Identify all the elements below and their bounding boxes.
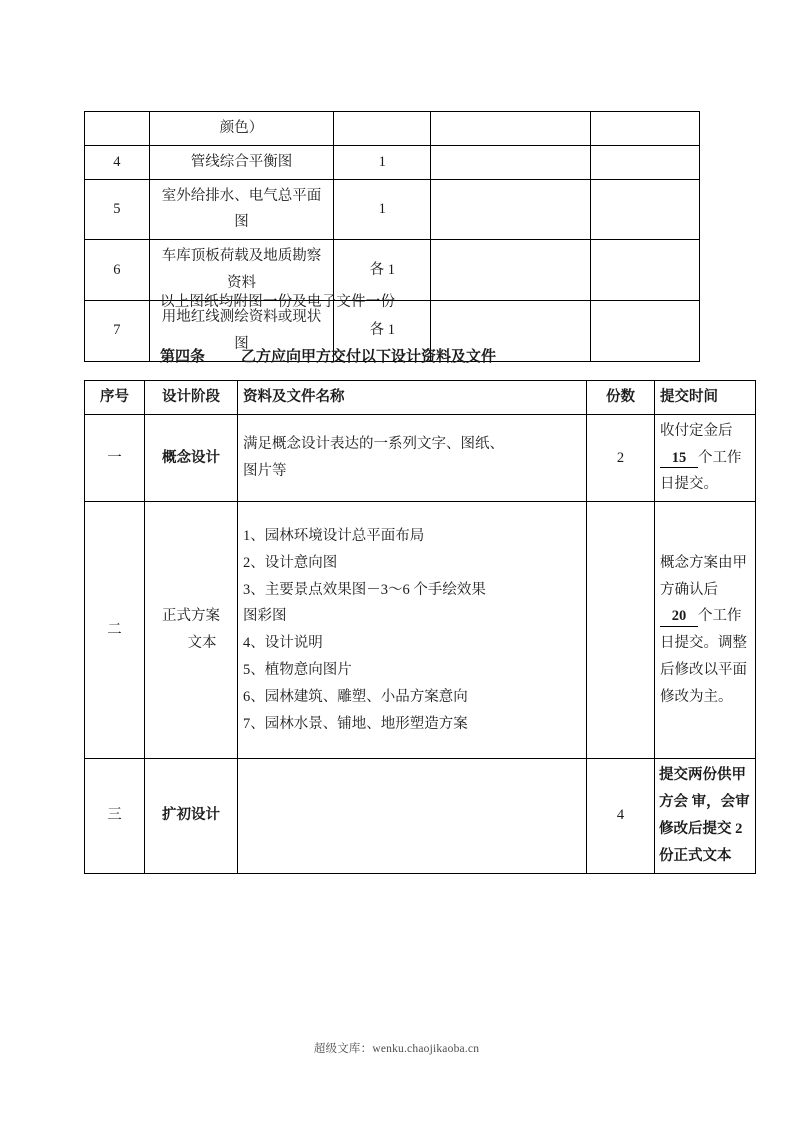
cell-blank-a — [431, 240, 591, 301]
time-text-after: 个 — [698, 449, 713, 466]
doc-line: 1、园林环境设计总平面布局 — [243, 528, 425, 544]
page-footer: 超级文库：wenku.chaojikaoba.cn — [313, 1043, 480, 1055]
cell-count: 1 — [334, 145, 431, 179]
column-header-docs: 资料及文件名称 — [238, 381, 587, 415]
cell-blank-b — [591, 179, 700, 240]
cell-stage — [145, 414, 238, 501]
cell-serial: 4 — [85, 145, 150, 179]
cell-count: 1 — [334, 179, 431, 240]
cell-blank-a — [431, 145, 591, 179]
table-row — [85, 179, 700, 240]
doc-line: 6、园林建筑、雕塑、小品方案意向 — [243, 688, 468, 705]
time-text-before: 收付定金后 — [660, 422, 733, 439]
cell-qty: 2 — [587, 414, 655, 501]
cell-blank-a — [431, 112, 591, 146]
cell-count — [334, 112, 431, 146]
time-text-extra: 调整后修改以平面修改为主。 — [660, 635, 747, 705]
cell-serial: 7 — [85, 300, 150, 361]
deliverables-body — [85, 414, 756, 873]
table-row — [85, 502, 756, 759]
cell-seq: 三 — [85, 759, 145, 873]
section-heading-label: 第四条 — [160, 349, 206, 365]
table-row — [85, 145, 700, 179]
column-header-seq: 序号 — [85, 381, 145, 415]
doc-line: 7、园林水景、铺地、地形塑造方案 — [243, 715, 468, 732]
cell-qty — [587, 502, 655, 759]
cell-blank-b — [591, 300, 700, 361]
cell-name: 颜色） — [149, 112, 334, 146]
cell-count: 各 1 — [334, 240, 431, 301]
doc-line: 3、主要景点效果图－3～6 个手绘效果 — [243, 581, 486, 598]
doc-line: 4、设计说明 — [243, 635, 323, 652]
cell-name: 管线综合平衡图 — [149, 145, 334, 179]
cell-docs — [238, 502, 587, 759]
cell-name: 室外给排水、电气总平面图 — [149, 179, 334, 240]
deliverables-header — [85, 381, 756, 415]
cell-time — [655, 759, 756, 873]
cell-qty: 4 — [587, 759, 655, 873]
time-line: 2 份正式文本 — [659, 820, 743, 864]
doc-line: 图片等 — [243, 463, 287, 480]
doc-line: 图彩图 — [243, 608, 287, 625]
cell-docs — [238, 414, 587, 501]
drawing-note-text: 以上图纸均附图一份及电子文件一份 — [160, 294, 396, 310]
cell-docs — [238, 759, 587, 873]
cell-serial: 5 — [85, 179, 150, 240]
cell-time — [655, 502, 756, 759]
section-heading-text: 乙方应向甲方交付以下设计资料及文件 — [241, 349, 497, 365]
stage-line-1: 扩初设计 — [162, 807, 220, 824]
table-row — [85, 112, 700, 146]
doc-line: 满足概念设计表达的一系列文字、图纸、 — [243, 436, 504, 453]
column-header-time: 提交时间 — [655, 381, 756, 415]
table-row — [85, 414, 756, 501]
time-text-before: 概念方案由甲方确认后 — [660, 554, 747, 598]
time-text-tail: 工作日提交。 — [660, 449, 742, 493]
time-line: 提交两份供甲方会 — [659, 767, 746, 811]
drawing-list-body — [85, 112, 700, 362]
cell-blank-b — [591, 145, 700, 179]
column-header-qty: 份数 — [587, 381, 655, 415]
cell-blank-a — [431, 179, 591, 240]
cell-stage — [145, 759, 238, 873]
cell-time — [655, 414, 756, 501]
time-fill-value: 15 — [660, 450, 698, 468]
time-text-tail: 交。 — [689, 635, 718, 652]
stage-line-2: 文本 — [187, 635, 217, 652]
stage-line-1: 正式方案 — [162, 608, 220, 625]
cell-blank-b — [591, 240, 700, 301]
stage-line-1: 概念设计 — [162, 449, 220, 466]
cell-serial — [85, 112, 150, 146]
table-row — [85, 759, 756, 873]
cell-seq: 一 — [85, 414, 145, 501]
section-heading — [160, 345, 496, 366]
time-line: 审，会审修改后提交 — [659, 794, 750, 837]
cell-serial: 6 — [85, 240, 150, 301]
table-header-row — [85, 381, 756, 415]
time-text-after: 个工作日提 — [660, 608, 742, 652]
cell-blank-b — [591, 112, 700, 146]
cell-count: 各 1 — [334, 300, 431, 361]
cell-name: 用地红线测绘资料或现状图 — [149, 300, 334, 361]
doc-line: 5、植物意向图片 — [243, 662, 352, 679]
deliverables-table — [84, 380, 756, 874]
column-header-stage: 设计阶段 — [145, 381, 238, 415]
doc-line: 2、设计意向图 — [243, 554, 338, 571]
cell-stage — [145, 502, 238, 759]
time-fill-value: 20 — [660, 608, 698, 626]
drawing-list-table — [84, 111, 700, 362]
cell-name: 车库顶板荷载及地质勘察资料 — [149, 240, 334, 301]
cell-seq: 二 — [85, 502, 145, 759]
